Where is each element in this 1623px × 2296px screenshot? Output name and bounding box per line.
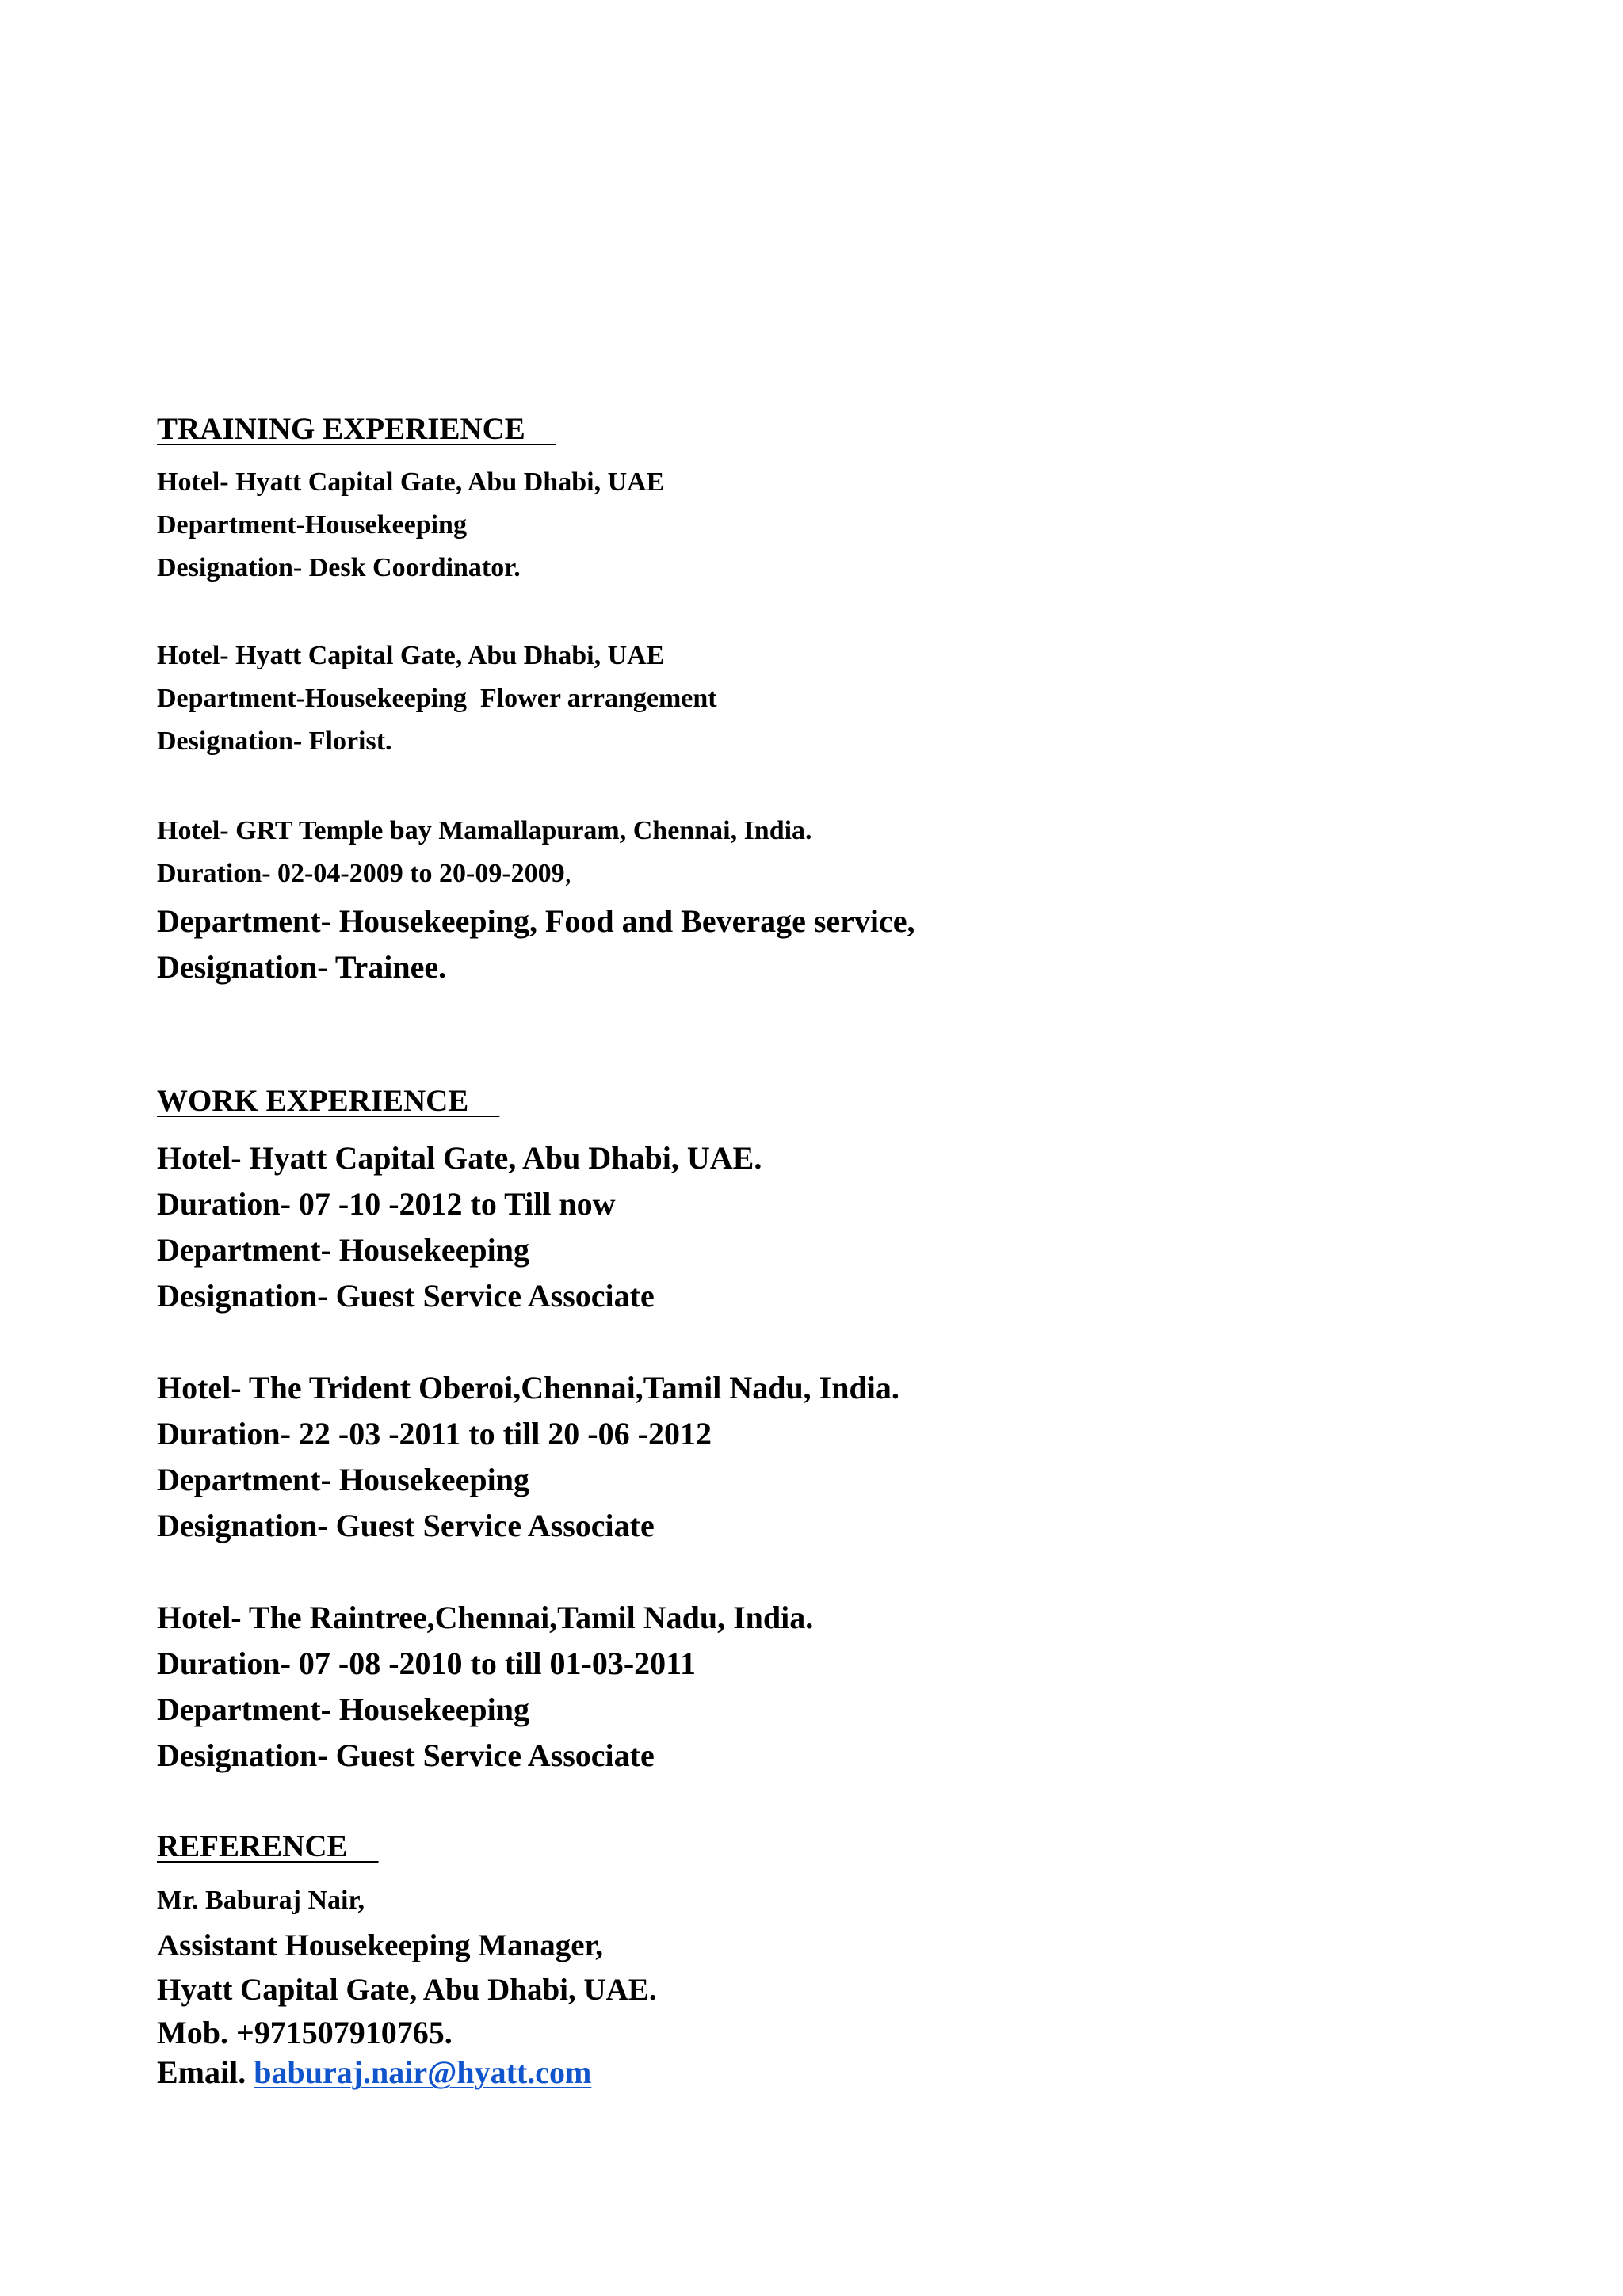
- work-experience-heading: WORK EXPERIENCE: [157, 1084, 500, 1118]
- training-3-department: Department- Housekeeping, Food and Beverage service,: [157, 903, 915, 939]
- training-experience-heading: TRAINING EXPERIENCE: [157, 412, 556, 446]
- training-3-duration: [157, 860, 571, 887]
- training-3-duration-suffix: ,: [564, 859, 572, 888]
- training-1-department: Department-Housekeeping: [157, 510, 467, 540]
- training-3-hotel: Hotel- GRT Temple bay Mamallapuram, Chennai, India.: [157, 816, 812, 845]
- work-3-designation: Designation- Guest Service Associate: [157, 1737, 655, 1773]
- work-2-hotel: Hotel- The Trident Oberoi,Chennai,Tamil Nadu, India.: [157, 1370, 899, 1405]
- training-3-designation: Designation- Trainee.: [157, 949, 447, 985]
- reference-email-link[interactable]: baburaj.nair@hyatt.com: [254, 2054, 592, 2090]
- training-2-designation: Designation- Florist.: [157, 727, 392, 756]
- reference-email-line: [157, 2054, 592, 2090]
- reference-name: Mr. Baburaj Nair,: [157, 1886, 365, 1915]
- training-3-duration-text: Duration- 02-04-2009 to 20-09-2009: [157, 859, 565, 888]
- work-3-duration: Duration- 07 -08 -2010 to till 01-03-2011: [157, 1646, 696, 1681]
- work-1-duration: Duration- 07 -10 -2012 to Till now: [157, 1186, 616, 1222]
- work-2-designation: Designation- Guest Service Associate: [157, 1508, 655, 1543]
- reference-title: Assistant Housekeeping Manager,: [157, 1928, 604, 1962]
- reference-email-label: Email.: [157, 2054, 254, 2090]
- reference-mobile: Mob. +971507910765.: [157, 2015, 453, 2050]
- training-1-hotel: Hotel- Hyatt Capital Gate, Abu Dhabi, UAE: [157, 467, 665, 497]
- work-1-hotel: Hotel- Hyatt Capital Gate, Abu Dhabi, UAE.: [157, 1140, 762, 1176]
- work-3-hotel: Hotel- The Raintree,Chennai,Tamil Nadu, India.: [157, 1600, 814, 1635]
- training-2-department: Department-Housekeeping Flower arrangement: [157, 684, 717, 713]
- reference-heading: REFERENCE: [157, 1829, 379, 1863]
- reference-organization: Hyatt Capital Gate, Abu Dhabi, UAE.: [157, 1973, 657, 2007]
- work-1-designation: Designation- Guest Service Associate: [157, 1278, 655, 1314]
- training-2-hotel: Hotel- Hyatt Capital Gate, Abu Dhabi, UAE: [157, 641, 665, 670]
- work-3-department: Department- Housekeeping: [157, 1691, 529, 1727]
- work-1-department: Department- Housekeeping: [157, 1232, 529, 1268]
- training-1-designation: Designation- Desk Coordinator.: [157, 553, 521, 582]
- work-2-department: Department- Housekeeping: [157, 1462, 529, 1497]
- work-2-duration: Duration- 22 -03 -2011 to till 20 -06 -2012: [157, 1416, 712, 1451]
